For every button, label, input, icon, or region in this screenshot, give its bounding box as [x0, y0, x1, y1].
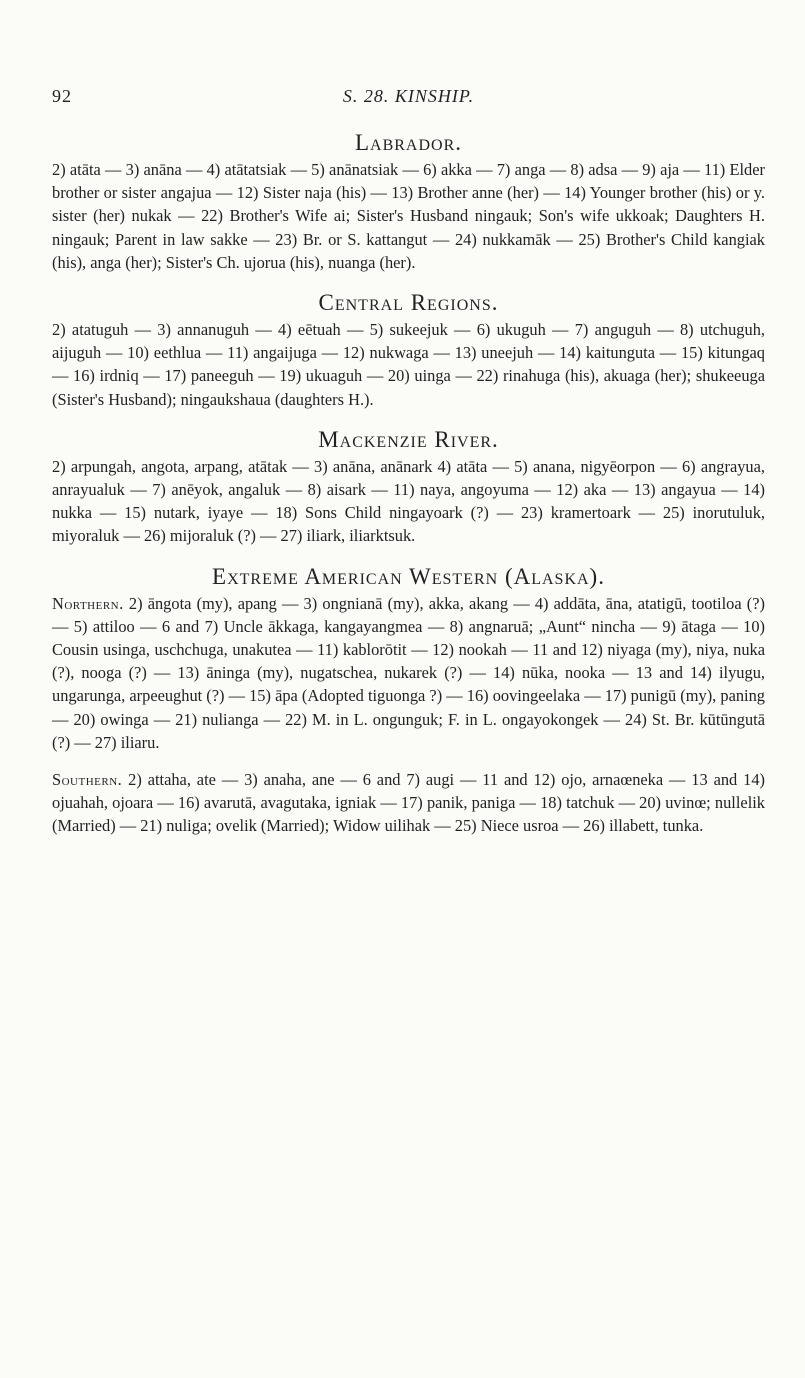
running-head [52, 86, 765, 112]
text-southern: 2) attaha, ate — 3) anaha, ane — 6 and 7) augi — 11 and 12) ojo, arnaœneka — 13 and 14) ojuahah, ojoara — 16) avarutā, avagutaka, igniak — 17) panik, paniga — 18) tatchuk — 20) uvinœ; nullelik (Married) — 21) nuliga; ovelik (Married); Widow uilihak — 25) Niece usroa — 26) illabett, tunka. [52, 770, 765, 836]
heading-mackenzie-river: Mackenzie River. [318, 426, 499, 452]
text-northern: 2) āngota (my), apang — 3) ongnianā (my), akka, akang — 4) addāta, āna, atatigū, tootiloa (?) — 5) attiloo — 6 and 7) Uncle ākkaga, kangayangmea — 8) angnaruā; „Aunt“ nincha — 9) ātaga — 10) Cousin usinga, uschchuga, unakutea — 11) kablorōtit — 12) nookah — 11 and 12) niyaga (my), niya, nuka (?), nooga (?) — 13) āninga (my), nugatschea, nukarek (?) — 14) nūka, nooka — 13 and 14) ilyugu, ungarunga, arpeeughut (?) — 15) āpa (Adopted tiguonga ?) — 16) oovingeelaka — 17) punigū (my), paning — 20) owinga — 21) nulianga — 22) M. in L. ongunguk; F. in L. ongayokongek — 24) St. Br. kūtūngutā (?) — 27) iliaru. [52, 593, 765, 752]
heading-central-regions: Central Regions. [318, 290, 499, 316]
page-content [52, 128, 765, 838]
label-northern: Northern. [52, 593, 124, 613]
paragraph-alaska-southern [52, 768, 765, 838]
paragraph-labrador: 2) atāta — 3) anāna — 4) atātatsiak — 5) anānatsiak — 6) akka — 7) anga — 8) adsa — 9) aja — 11) Elder brother or sister angajua — 12) Sister naja (his) — 13) Brother anne (her) — 14) Younger brother (his) or y. sister (her) nukak — 22) Brother's Wife ai; Sister's Husband ningauk; Son's wife ukkoak; Daughters H. ningauk; Parent in law sakke — 23) Br. or S. kattangut — 24) nukkamāk — 25) Brother's Child kangiak (his), anga (her); Sister's Ch. ujorua (his), nuanga (her). [52, 160, 765, 272]
heading-labrador: Labrador. [354, 130, 463, 155]
paragraph-mackenzie-river: 2) arpungah, angota, arpang, atātak — 3) anāna, anānark 4) atāta — 5) anana, nigyēorpon — 6) angrayua, anrayualuk — 7) anēyok, angaluk — 8) aisark — 11) naya, angoyuma — 12) aka — 13) angayua — 14) nukka — 15) nutark, iyaye — 18) Sons Child ningayoark (?) — 23) kramertoark — 25) inorutuluk, miyoraluk — 26) mijoraluk (?) — 27) iliark, iliarktsuk. [52, 456, 765, 546]
paragraph-alaska-northern [52, 592, 765, 754]
page-number: 92 [52, 86, 72, 106]
label-southern: Southern. [52, 770, 123, 790]
chapter-title: S. 28. KINSHIP. [342, 86, 475, 106]
paragraph-central-regions: 2) atatuguh — 3) annanuguh — 4) eētuah — 5) sukeejuk — 6) ukuguh — 7) anguguh — 8) utchuguh, aijuguh — 10) eethlua — 11) angaijuga — 12) nukwaga — 13) uneejuh — 14) kaitunguta — 15) kitungaq — 16) irdniq — 17) paneeguh — 19) ukuaguh — 20) uinga — 22) rinahuga (his), akuaga (her); shukeeuga (Sister's Husband); ningaukshaua (daughters H.). [52, 320, 765, 409]
heading-alaska: Extreme American Western (Alaska). [212, 563, 605, 589]
